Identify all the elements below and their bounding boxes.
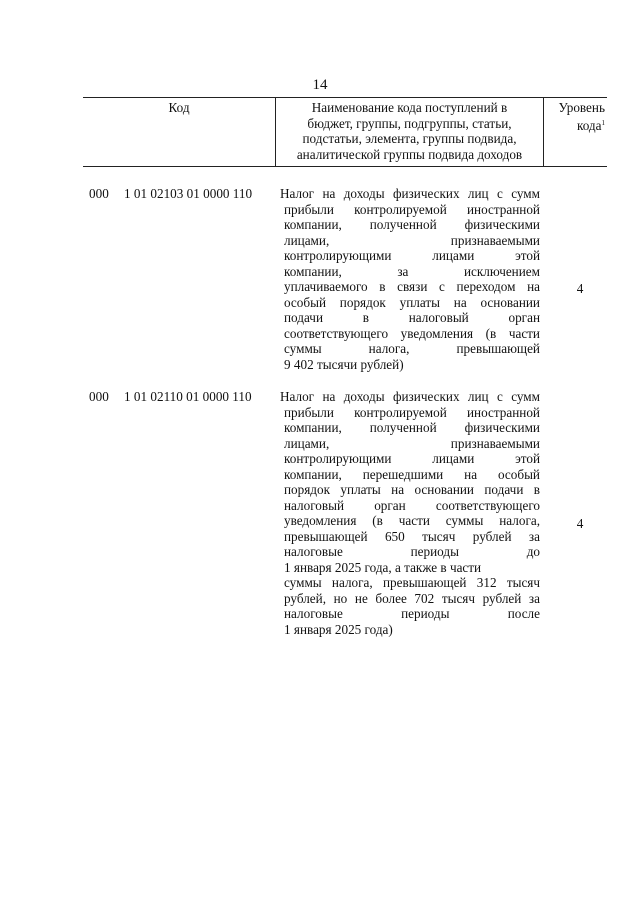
desc-line: уведомления (в части суммы налога,	[284, 513, 540, 528]
desc-line: соответствующего уведомления (в части	[284, 325, 540, 341]
desc-line: контролирующими лицами этой	[284, 248, 540, 263]
desc-line: лицами, признаваемыми	[284, 232, 540, 248]
header-level-line-2	[544, 116, 605, 134]
header-level-line: Уровень	[558, 100, 605, 115]
desc-line: суммы налога, превышающей	[284, 341, 540, 356]
row-description	[280, 186, 540, 372]
desc-line: компании, полученной физическими	[284, 217, 540, 232]
header-level-text: кода	[576, 117, 602, 133]
header-name-label	[276, 98, 543, 162]
desc-line: налоговый орган соответствующего	[284, 497, 540, 513]
header-code-column	[83, 98, 276, 166]
desc-line: рублей, но не более 702 тысяч рублей за	[284, 590, 540, 606]
desc-line: 9 402 тысячи рублей)	[284, 356, 404, 372]
header-name-line: бюджет, группы, подгруппы, статьи,	[307, 115, 512, 131]
desc-line: налоговые периоды до	[284, 544, 540, 559]
header-name-line: Наименование кода поступлений в	[311, 100, 508, 115]
table-header	[83, 97, 607, 167]
desc-line: налоговые периоды после	[284, 606, 540, 621]
desc-line: особый порядок уплаты на основании	[284, 294, 540, 310]
row-level: 4	[576, 281, 584, 296]
desc-line: уплачиваемого в связи с переходом на	[284, 279, 540, 294]
desc-line: контролирующими лицами этой	[284, 451, 540, 466]
desc-line: Налог на доходы физических лиц с сумм	[280, 186, 540, 201]
row-description	[280, 389, 540, 637]
desc-line: прибыли контролируемой иностранной	[284, 404, 540, 420]
desc-line: компании, за исключением	[284, 263, 540, 279]
header-level-label	[544, 98, 607, 133]
header-name-line: подстатьи, элемента, группы подвида,	[302, 131, 517, 146]
row-code: 1 01 02110 01 0000 110	[124, 389, 252, 404]
header-code-label: Код	[168, 100, 190, 115]
desc-line: порядок уплаты на основании подачи в	[284, 482, 540, 497]
desc-line: 1 января 2025 года)	[284, 621, 393, 637]
header-level-column	[544, 98, 607, 166]
header-name-line: аналитической группы подвида доходов	[296, 146, 523, 162]
row-level: 4	[576, 516, 584, 531]
row-code: 1 01 02103 01 0000 110	[124, 186, 253, 201]
page-number: 14	[312, 77, 328, 93]
desc-line: 1 января 2025 года, а также в части	[284, 559, 482, 575]
row-prefix: 000	[89, 186, 109, 201]
desc-line: суммы налога, превышающей 312 тысяч	[284, 575, 540, 590]
desc-line: прибыли контролируемой иностранной	[284, 201, 540, 217]
header-name-column	[276, 98, 544, 166]
desc-line: подачи в налоговый орган	[284, 310, 540, 325]
row-prefix: 000	[89, 389, 109, 404]
desc-line: лицами, признаваемыми	[284, 435, 540, 451]
desc-line: компании, полученной физическими	[284, 420, 540, 435]
desc-line: компании, перешедшими на особый	[284, 466, 540, 482]
footnote-marker: 1	[601, 118, 605, 127]
desc-line: Налог на доходы физических лиц с сумм	[280, 389, 540, 404]
desc-line: превышающей 650 тысяч рублей за	[284, 528, 540, 544]
